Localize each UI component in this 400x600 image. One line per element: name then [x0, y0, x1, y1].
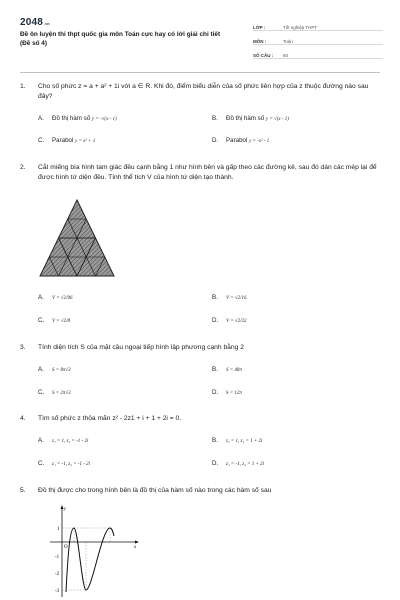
x-axis-label: x: [134, 545, 137, 550]
meta-row-count: SỐ CÂU : 50: [253, 45, 383, 59]
tick-label-y-neg3: -3: [55, 589, 60, 594]
function-graph-figure: [40, 502, 140, 598]
meta-row-subject: MÔN : Toán: [253, 31, 383, 45]
option-3c[interactable]: C. S = 2π√3: [38, 389, 71, 396]
meta-row-class: LỚP : Tốt nghiệp THPT: [253, 17, 383, 31]
question-4: [20, 414, 380, 424]
question-1: [20, 82, 380, 102]
question-number: 4.: [20, 415, 26, 422]
option-3a[interactable]: A. S = 8π√3: [38, 366, 71, 373]
question-number: 5.: [20, 487, 26, 494]
question-5: [20, 486, 380, 496]
question-number: 3.: [20, 344, 26, 351]
option-1c[interactable]: C. Parabol y = x² + 1: [38, 137, 96, 144]
tick-label-y-neg2: -2: [55, 572, 60, 577]
document-title: Đề ôn luyện thi thpt quốc gia môn Toán cực hay có lời giải chi tiết (Đề số 4): [20, 31, 221, 47]
question-text: Cắt miếng bìa hình tam giác đều cạnh bằng 1 như hình bên và gấp theo các đường kẻ, sau đó dán các mép lại để được hình tứ diện đều. Tính thể tích V của hình tứ diện tạo thành.: [38, 164, 377, 181]
question-3: [20, 343, 380, 353]
origin-label: O: [64, 545, 68, 550]
y-axis-label: y: [64, 507, 67, 512]
option-4d[interactable]: D. z₁ = -1, z₂ = 1 + 2i: [212, 460, 265, 467]
option-1d[interactable]: D. Parabol y = -x² - 1: [212, 137, 270, 144]
question-text: Cho số phức z = a + a² + 1i với a ∈ R. Khi đó, điểm biểu diễn của số phức liên hợp của z thuộc đường nào sau đây?: [38, 83, 369, 100]
option-1b[interactable]: B. Đồ thị hàm số y = √(x - 1): [212, 115, 289, 122]
triangle-net-figure: [38, 198, 116, 278]
option-4c[interactable]: C. z₁ = -1, z₂ = -1 - 2i: [38, 460, 91, 467]
option-2c[interactable]: C. V = √2/8: [38, 317, 70, 324]
exam-meta: [253, 17, 383, 59]
option-2a[interactable]: A. V = √2/96: [38, 294, 73, 301]
question-number: 1.: [20, 83, 26, 90]
option-2d[interactable]: D. V = √2/32: [212, 317, 247, 324]
question-text: Đồ thị được cho trong hình bên là đồ thị của hàm số nào trong các hàm số sau: [38, 487, 272, 494]
option-2b[interactable]: B. V = √2/16: [212, 294, 247, 301]
tick-label-y-1: 1: [57, 527, 60, 532]
question-text: Tính diện tích S của mặt cầu ngoại tiếp hình lập phương cạnh bằng 2: [38, 344, 244, 351]
option-3d[interactable]: D. S = 12π: [212, 389, 242, 396]
option-4a[interactable]: A. z₁ = 1, z₂ = -1 - 2i: [38, 437, 89, 444]
question-text: Tìm số phức z thỏa mãn z² - 2z1 + i + 1 + 2i = 0.: [38, 415, 182, 422]
option-1a[interactable]: A. Đồ thị hàm số y = -√(x - 1): [38, 115, 117, 122]
question-number: 2.: [20, 164, 26, 171]
site-logo[interactable]: 2048.vn: [20, 17, 50, 28]
question-2: [20, 163, 380, 183]
function-curve: [66, 528, 114, 592]
option-3b[interactable]: B. S = 48π: [212, 366, 242, 373]
header-divider: [20, 72, 380, 73]
tick-label-y-neg1: -1: [55, 555, 60, 560]
option-4b[interactable]: B. z₁ = 1, z₂ = 1 + 2i: [212, 437, 263, 444]
